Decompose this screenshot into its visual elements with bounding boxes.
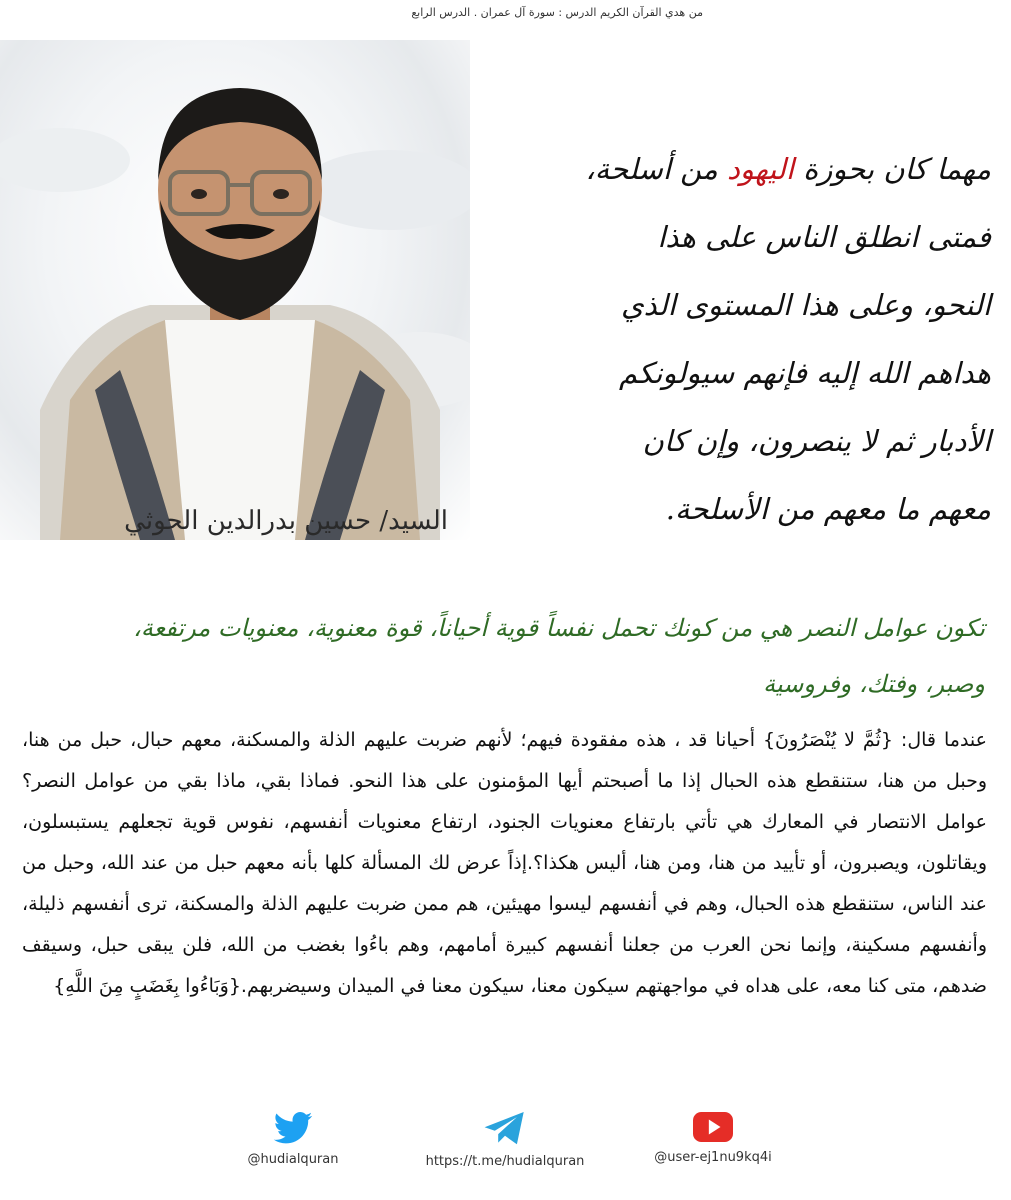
telegram-link-text: https://t.me/hudialquran <box>425 1154 585 1169</box>
portrait-background <box>0 40 470 540</box>
twitter-bird-icon <box>273 1112 313 1144</box>
quote-highlight-word: اليهود <box>727 152 794 186</box>
twitter-link[interactable] <box>178 1112 408 1167</box>
quote-line-6: معهم ما معهم من الأسلحة. <box>665 492 991 526</box>
telegram-plane-icon <box>483 1112 527 1146</box>
quote-line-3: النحو، وعلى هذا المستوى الذي <box>620 288 991 322</box>
telegram-link[interactable] <box>390 1112 620 1169</box>
green-headline: تكون عوامل النصر هي من كونك تحمل نفساً قوية أحياناً، قوة معنوية، معنويات مرتفعة، وصبر، وفتك، وفروسية <box>133 614 985 698</box>
youtube-link[interactable] <box>598 1112 828 1165</box>
quote-line-1 <box>521 135 991 203</box>
youtube-handle: @user-ej1nu9kq4i <box>654 1150 772 1165</box>
source-line: من هدي القرآن الكريم الدرس : سورة آل عمران . الدرس الرابع <box>411 6 703 19</box>
youtube-play-icon <box>693 1112 733 1142</box>
portrait-caption: السيد/ حسين بدرالدين الحوثي <box>124 506 448 536</box>
body-paragraph: عندما قال: {ثُمَّ لا يُنْصَرُونَ} أحيانا قد ، هذه مفقودة فيهم؛ لأنهم ضربت عليهم الذلة والمسكنة، معهم حبال، حبل من هنا، وحبل من هنا، ستنقطع هذه الحبال إذا ما أصبحتم أيها المؤمنون على هذا النحو. فماذا بقي، ماذا بقي من عوامل النصر؟ عوامل الانتصار في المعارك هي تأتي بارتفاع معنويات الجنود، ارتفاع معنويات أنفسهم، نفوس قوية تجعلهم يستبسلون، ويقاتلون، ويصبرون، أو تأييد من هنا، ومن هنا، أليس هكذا؟.إذاً عرض لك المسألة كلها بأنه معهم حبل من عند الله، وحبل من عند الناس، ستنقطع هذه الحبال، وهم في أنفسهم ليسوا مهيئين، هم ممن ضربت عليهم الذلة والمسكنة، ترى أنفسهم ذليلة، وأنفسهم مسكينة، وإنما نحن العرب من جعلنا أنفسهم كبيرة أمامهم، وهم باءُوا بغضب من الله، فلن يبقى حبل، وسيقف ضدهم، متى كنا معه، على هداه في مواجهتهم سيكون معنا، سيكون معنا في الميدان وسيضربهم.{وَبَاءُوا بِغَضَبٍ مِنَ اللَّهِ} <box>22 729 987 997</box>
quote-line-2: فمتى انطلق الناس على هذا <box>657 220 991 254</box>
quote-line-1-after: من أسلحة، <box>585 152 727 186</box>
portrait-image <box>0 70 470 540</box>
quote-line-5: الأدبار ثم لا ينصرون، وإن كان <box>642 424 991 458</box>
twitter-handle: @hudialquran <box>247 1152 339 1167</box>
featured-quote <box>521 135 991 543</box>
social-footer <box>0 1112 1011 1200</box>
quote-line-4: هداهم الله إليه فإنهم سيولونكم <box>619 356 991 390</box>
quote-line-1-before: مهما كان بحوزة <box>793 152 991 186</box>
